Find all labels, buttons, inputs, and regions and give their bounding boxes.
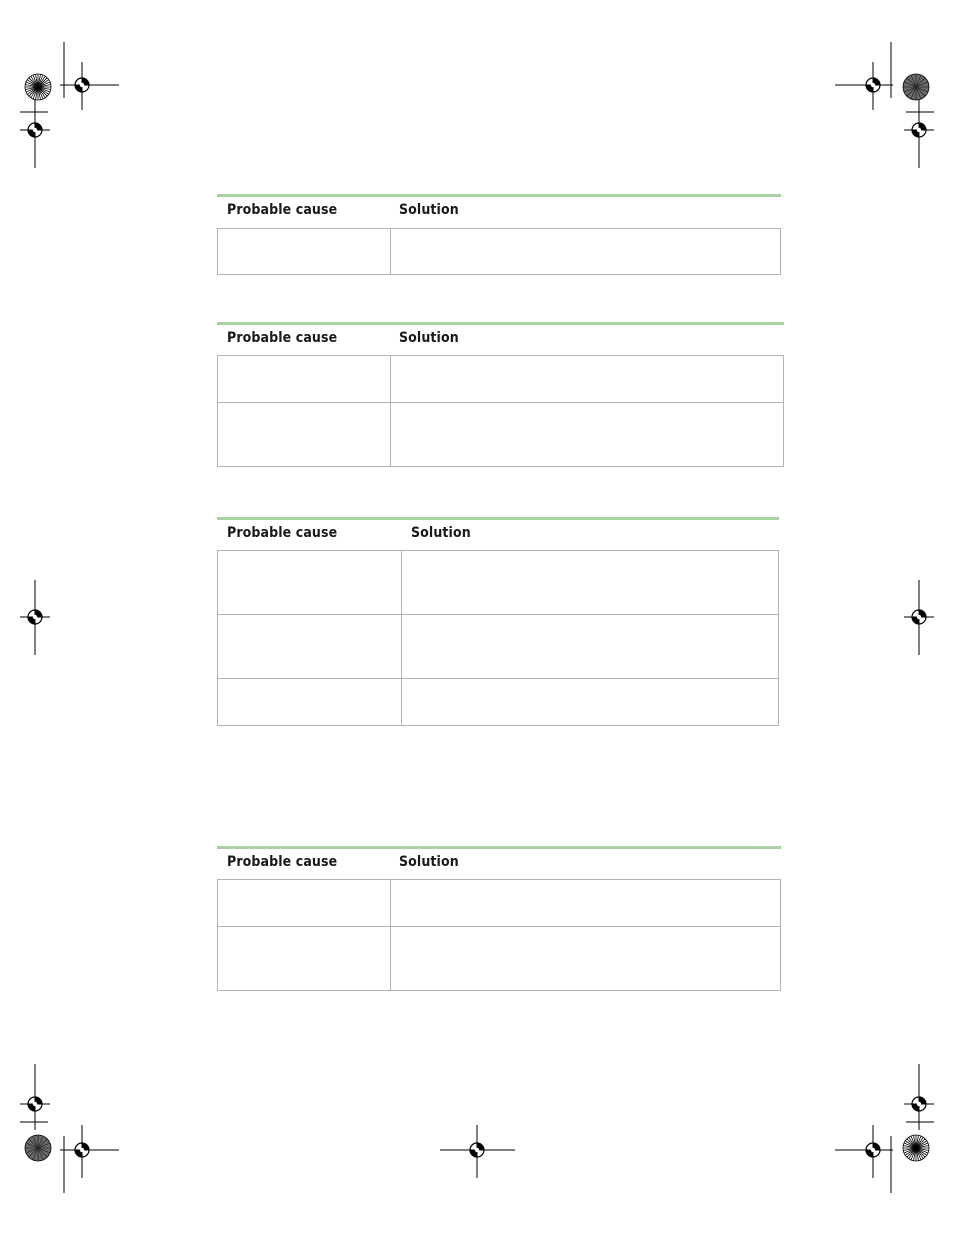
header-probable-cause: Probable cause: [227, 202, 338, 218]
header-probable-cause: Probable cause: [227, 330, 338, 346]
header-solution: Solution: [399, 202, 459, 218]
header-solution: Solution: [411, 525, 471, 541]
header-probable-cause: Probable cause: [227, 525, 338, 541]
header-solution: Solution: [399, 854, 459, 870]
header-probable-cause: Probable cause: [227, 854, 338, 870]
header-solution: Solution: [399, 330, 459, 346]
